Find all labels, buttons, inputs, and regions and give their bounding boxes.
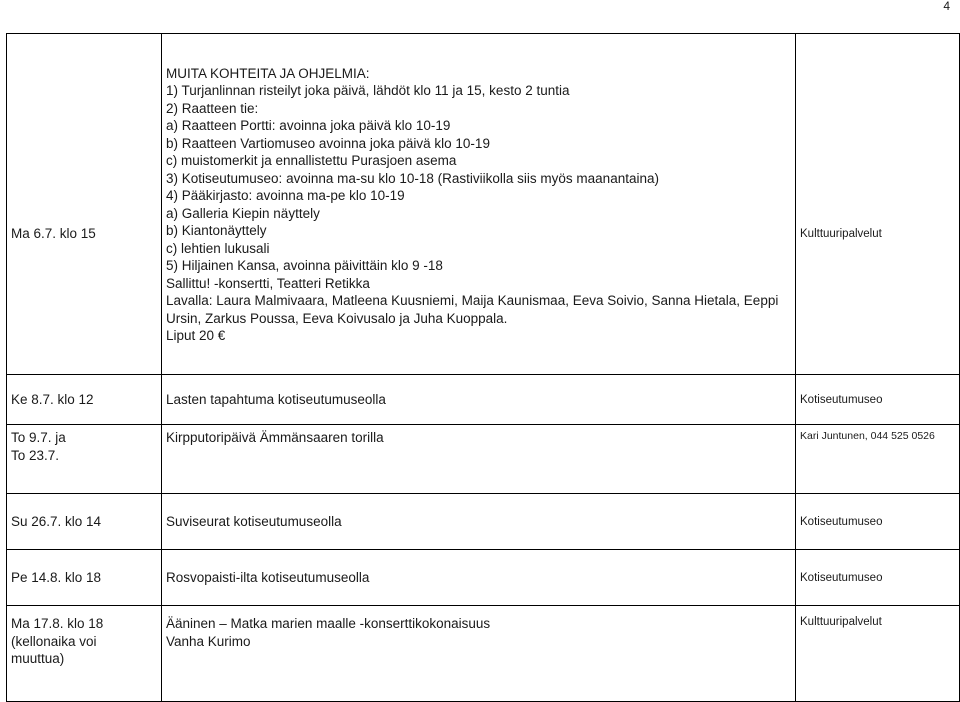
- event-description-cell: [162, 550, 796, 606]
- event-date: Ke 8.7. klo 12: [11, 391, 94, 407]
- event-description-cell: [162, 606, 796, 702]
- event-date: Pe 14.8. klo 18: [11, 569, 102, 585]
- description-line: b) Kiantonäyttely: [166, 223, 267, 238]
- event-date-cell: [7, 425, 162, 494]
- event-date: Ma 17.8. klo 18: [11, 616, 104, 631]
- description-line: 5) Hiljainen Kansa, avoinna päivittäin klo 9 -18: [166, 258, 443, 273]
- event-title: Kirpputoripäivä Ämmänsaaren torilla: [166, 430, 384, 445]
- event-title: Rosvopaisti-ilta kotiseutumuseolla: [166, 569, 370, 585]
- event-description-cell: [162, 425, 796, 494]
- event-date-cell: [7, 550, 162, 606]
- event-organizer-cell: [796, 375, 960, 425]
- event-organizer-cell: [796, 425, 960, 494]
- description-line: c) lehtien lukusali: [166, 240, 270, 256]
- event-organizer: Kotiseutumuseo: [800, 571, 883, 584]
- description-line: a) Galleria Kiepin näyttely: [166, 205, 320, 221]
- event-organizer: Kulttuuripalvelut: [800, 228, 882, 240]
- event-title: Suviseurat kotiseutumuseolla: [166, 513, 342, 529]
- table-row: [7, 425, 960, 494]
- event-date-cell: [7, 375, 162, 425]
- performers-line: Lavalla: Laura Malmivaara, Matleena Kuusniemi, Maija Kaunismaa, Eeva Soivio, Sanna Hietala, Eeppi Ursin, Zarkus Poussa, Eeva Koivusalo ja Juha Kuoppala.: [166, 293, 779, 326]
- event-organizer-cell: [796, 494, 960, 550]
- event-date: Su 26.7. klo 14: [11, 513, 102, 529]
- event-organizer-cell: [796, 34, 960, 375]
- table-row: [7, 550, 960, 606]
- event-schedule-table: [6, 33, 960, 702]
- event-date-note: muuttua): [11, 651, 65, 666]
- description-line: a) Raatteen Portti: avoinna joka päivä klo 10-19: [166, 118, 451, 133]
- event-organizer-cell: [796, 550, 960, 606]
- section-heading: MUITA KOHTEITA JA OHJELMIA:: [166, 65, 370, 81]
- table-row: [7, 494, 960, 550]
- event-date: To 23.7.: [11, 447, 60, 463]
- description-line: 2) Raatteen tie:: [166, 100, 259, 116]
- ticket-price: Liput 20 €: [166, 328, 226, 343]
- event-date-note: (kellonaika voi: [11, 633, 97, 649]
- description-line: 4) Pääkirjasto: avoinna ma-pe klo 10-19: [166, 188, 405, 203]
- event-organizer: Kotiseutumuseo: [800, 515, 883, 528]
- event-date-cell: [7, 494, 162, 550]
- page-number: 4: [943, 0, 950, 13]
- event-title: Lasten tapahtuma kotiseutumuseolla: [166, 391, 386, 407]
- table-row: [7, 606, 960, 702]
- description-line: c) muistomerkit ja ennallistettu Purasjoen asema: [166, 153, 457, 168]
- event-organizer: Kotiseutumuseo: [800, 393, 883, 406]
- description-line: b) Raatteen Vartiomuseo avoinna joka päivä klo 10-19: [166, 135, 490, 151]
- description-line: 1) Turjanlinnan risteilyt joka päivä, lähdöt klo 11 ja 15, kesto 2 tuntia: [166, 83, 570, 98]
- event-organizer: Kari Juntunen, 044 525 0526: [800, 430, 935, 442]
- event-description-cell: [162, 494, 796, 550]
- event-organizer-cell: [796, 606, 960, 702]
- event-title: Ääninen – Matka marien maalle -konserttikokonaisuus: [166, 616, 491, 631]
- event-description-cell: [162, 34, 796, 375]
- event-organizer: Kulttuuripalvelut: [800, 616, 882, 628]
- event-location: Vanha Kurimo: [166, 633, 251, 649]
- event-description-cell: [162, 375, 796, 425]
- event-title: Sallittu! -konsertti, Teatteri Retikka: [166, 275, 370, 291]
- table-row: [7, 375, 960, 425]
- event-date: To 9.7. ja: [11, 430, 66, 445]
- event-date-cell: [7, 606, 162, 702]
- event-date-cell: [7, 34, 162, 375]
- description-line: 3) Kotiseutumuseo: avoinna ma-su klo 10-18 (Rastiviikolla siis myös maanantaina): [166, 170, 659, 186]
- event-date: Ma 6.7. klo 15: [11, 226, 96, 242]
- table-row: [7, 34, 960, 375]
